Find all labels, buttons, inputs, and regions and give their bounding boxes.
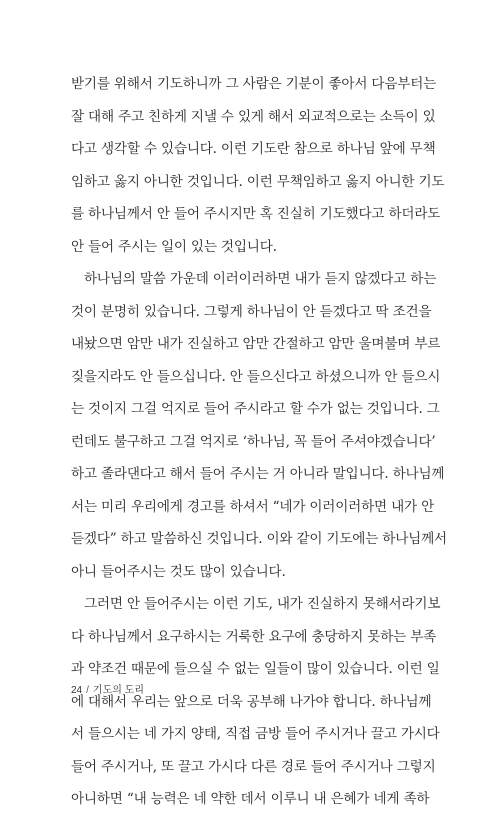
text-line: 서 들으시는 네 가지 양태, 직접 금방 들어 주시거나 끌고 가시다: [71, 726, 440, 742]
text-line: 를 하나님께서 안 들어 주시지만 혹 진실히 기도했다고 하더라도: [71, 206, 441, 222]
text-line: 들어 주시거나, 또 끌고 가시다 다른 경로 들어 주시거나 그렇지: [71, 758, 436, 775]
text-line: 짖을지라도 안 들으십니다. 안 들으신다고 하셨으니까 안 들으시: [71, 368, 441, 385]
text-line: 듣겠다” 하고 말씀하신 것입니다. 이와 같이 기도에는 하나님께서: [71, 531, 447, 547]
body-text: [71, 68, 447, 816]
text-line: 는 것이지 그걸 억지로 들어 주시라고 할 수가 없는 것입니다. 그: [71, 401, 440, 417]
text-line: 그러면 안 들어주시는 이런 기도, 내가 진실하지 못해서라기보: [84, 596, 441, 612]
text-line: 아니 들어주시는 것도 많이 있습니다.: [71, 563, 286, 580]
text-line: 안 들어 주시는 일이 있는 것입니다.: [71, 238, 277, 255]
footer-separator: /: [86, 685, 89, 696]
text-line: 서는 미리 우리에게 경고를 하셔서 “네가 이러이러하면 내가 안: [71, 498, 435, 515]
text-line: 하나님의 말씀 가운데 이러이러하면 내가 듣지 않겠다고 하는: [84, 271, 437, 287]
page-number: 24: [71, 685, 83, 696]
text-line: 내놨으면 암만 내가 진실하고 암만 간절하고 암만 울며불며 부르: [71, 336, 441, 352]
text-line: 임하고 옳지 아니한 것입니다. 이런 무책임하고 옳지 아니한 기도: [71, 173, 445, 190]
text-line: 하고 졸라댄다고 해서 들어 주시는 거 아니라 말입니다. 하나님께: [71, 466, 445, 482]
text-line: 다 하나님께서 요구하시는 거룩한 요구에 충당하지 못하는 부족: [71, 628, 437, 645]
running-title: 기도의 도리: [92, 685, 144, 696]
text-line: 받기를 위해서 기도하니까 그 사람은 기분이 좋아서 다음부터는: [71, 76, 437, 92]
text-line: 과 약조건 때문에 들으실 수 없는 일들이 많이 있습니다. 이런 일: [71, 661, 440, 677]
text-line: 다고 생각할 수 있습니다. 이런 기도란 참으로 하나님 앞에 무책: [71, 141, 436, 157]
text-line: 것이 분명히 있습니다. 그렇게 하나님이 안 듣겠다고 딱 조건을: [71, 303, 432, 320]
text-line: 에 대해서 우리는 앞으로 더욱 공부해 나가야 합니다. 하나님께: [71, 693, 432, 710]
text-line: 런데도 불구하고 그걸 억지로 ‘하나님, 꼭 들어 주셔야겠습니다’: [71, 433, 436, 450]
text-line: 잘 대해 주고 친하게 지낼 수 있게 해서 외교적으로는 소득이 있: [71, 108, 436, 125]
text-line: 아니하면 “내 능력은 네 약한 데서 이루니 내 은혜가 네게 족하: [71, 791, 430, 807]
page-footer: [71, 681, 144, 696]
